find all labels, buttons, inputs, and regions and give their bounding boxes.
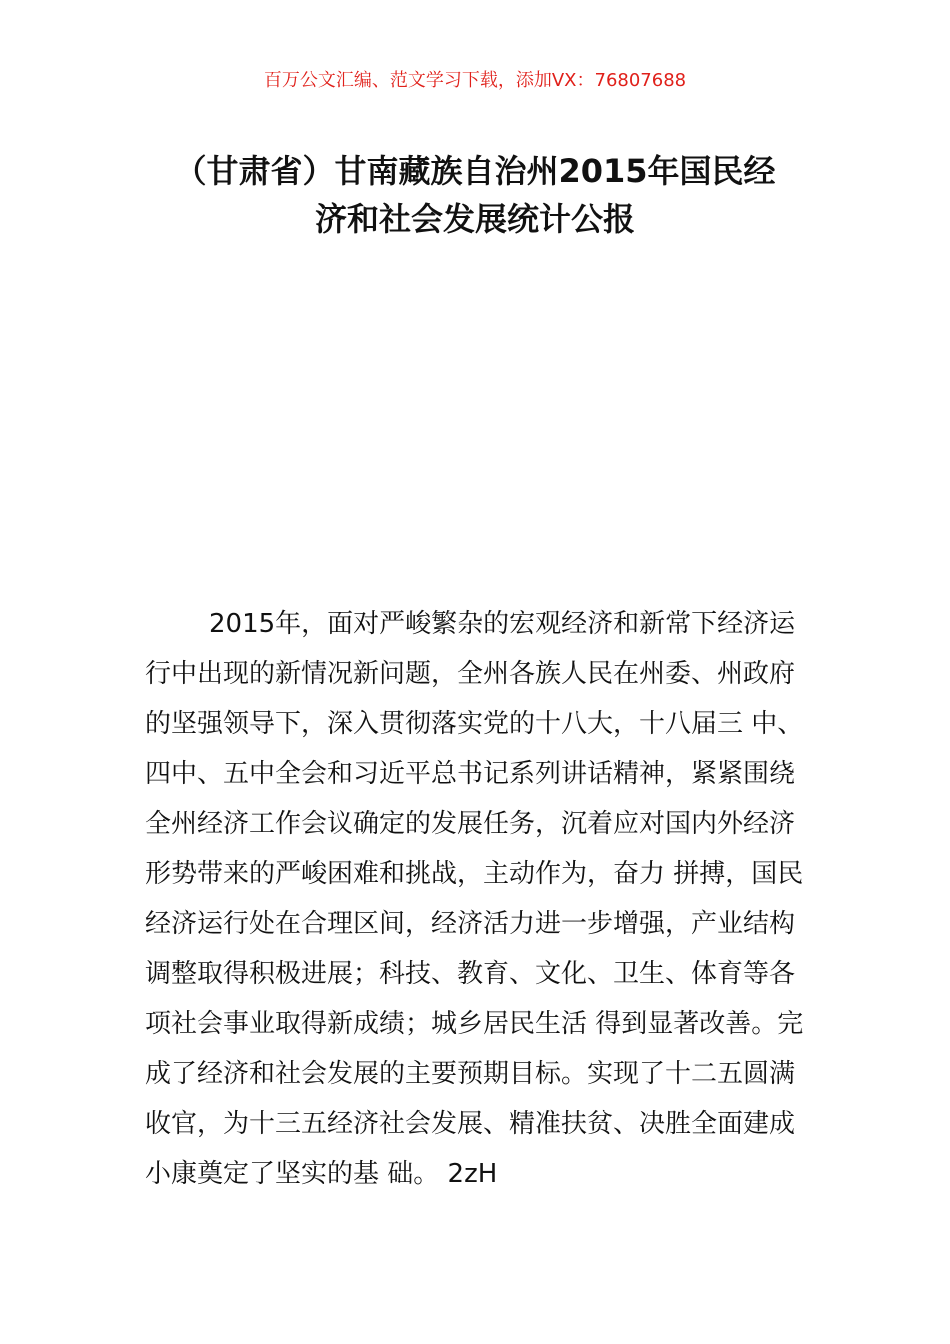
body-line: 小康奠定了坚实的基 础。 2zH xyxy=(145,1159,498,1189)
body-line: 全州经济工作会议确定的发展任务，沉着应对国内外经济 xyxy=(145,809,796,839)
title-line: （甘肃省）甘南藏族自治州2015年国民经 xyxy=(174,152,776,190)
body-line: 2015年，面对严峻繁杂的宏观经济和新常下经济运 xyxy=(209,609,796,639)
body-line: 四中、五中全会和习近平总书记系列讲话精神，紧紧围绕 xyxy=(145,759,796,789)
body-line: 行中出现的新情况新问题，全州各族人民在州委、州政府 xyxy=(145,659,796,689)
title-line: 济和社会发展统计公报 xyxy=(314,200,635,238)
body-paragraph xyxy=(145,599,815,1199)
body-line: 成了经济和社会发展的主要预期目标。实现了十二五圆满 xyxy=(145,1059,796,1089)
body-line: 的坚强领导下，深入贯彻落实党的十八大，十八届三 中、 xyxy=(145,709,804,739)
document-title xyxy=(125,147,825,243)
body-line: 调整取得积极进展；科技、教育、文化、卫生、体育等各 xyxy=(145,959,796,989)
body-line: 项社会事业取得新成绩；城乡居民生活 得到显著改善。完 xyxy=(145,1009,804,1039)
body-line: 形势带来的严峻困难和挑战，主动作为，奋力 拼搏，国民 xyxy=(145,859,804,889)
body-line: 经济运行处在合理区间，经济活力进一步增强，产业结构 xyxy=(145,909,796,939)
body-line: 收官，为十三五经济社会发展、精准扶贫、决胜全面建成 xyxy=(145,1109,796,1139)
header-note: 百万公文汇编、范文学习下载，添加VX：76807688 xyxy=(263,70,687,91)
